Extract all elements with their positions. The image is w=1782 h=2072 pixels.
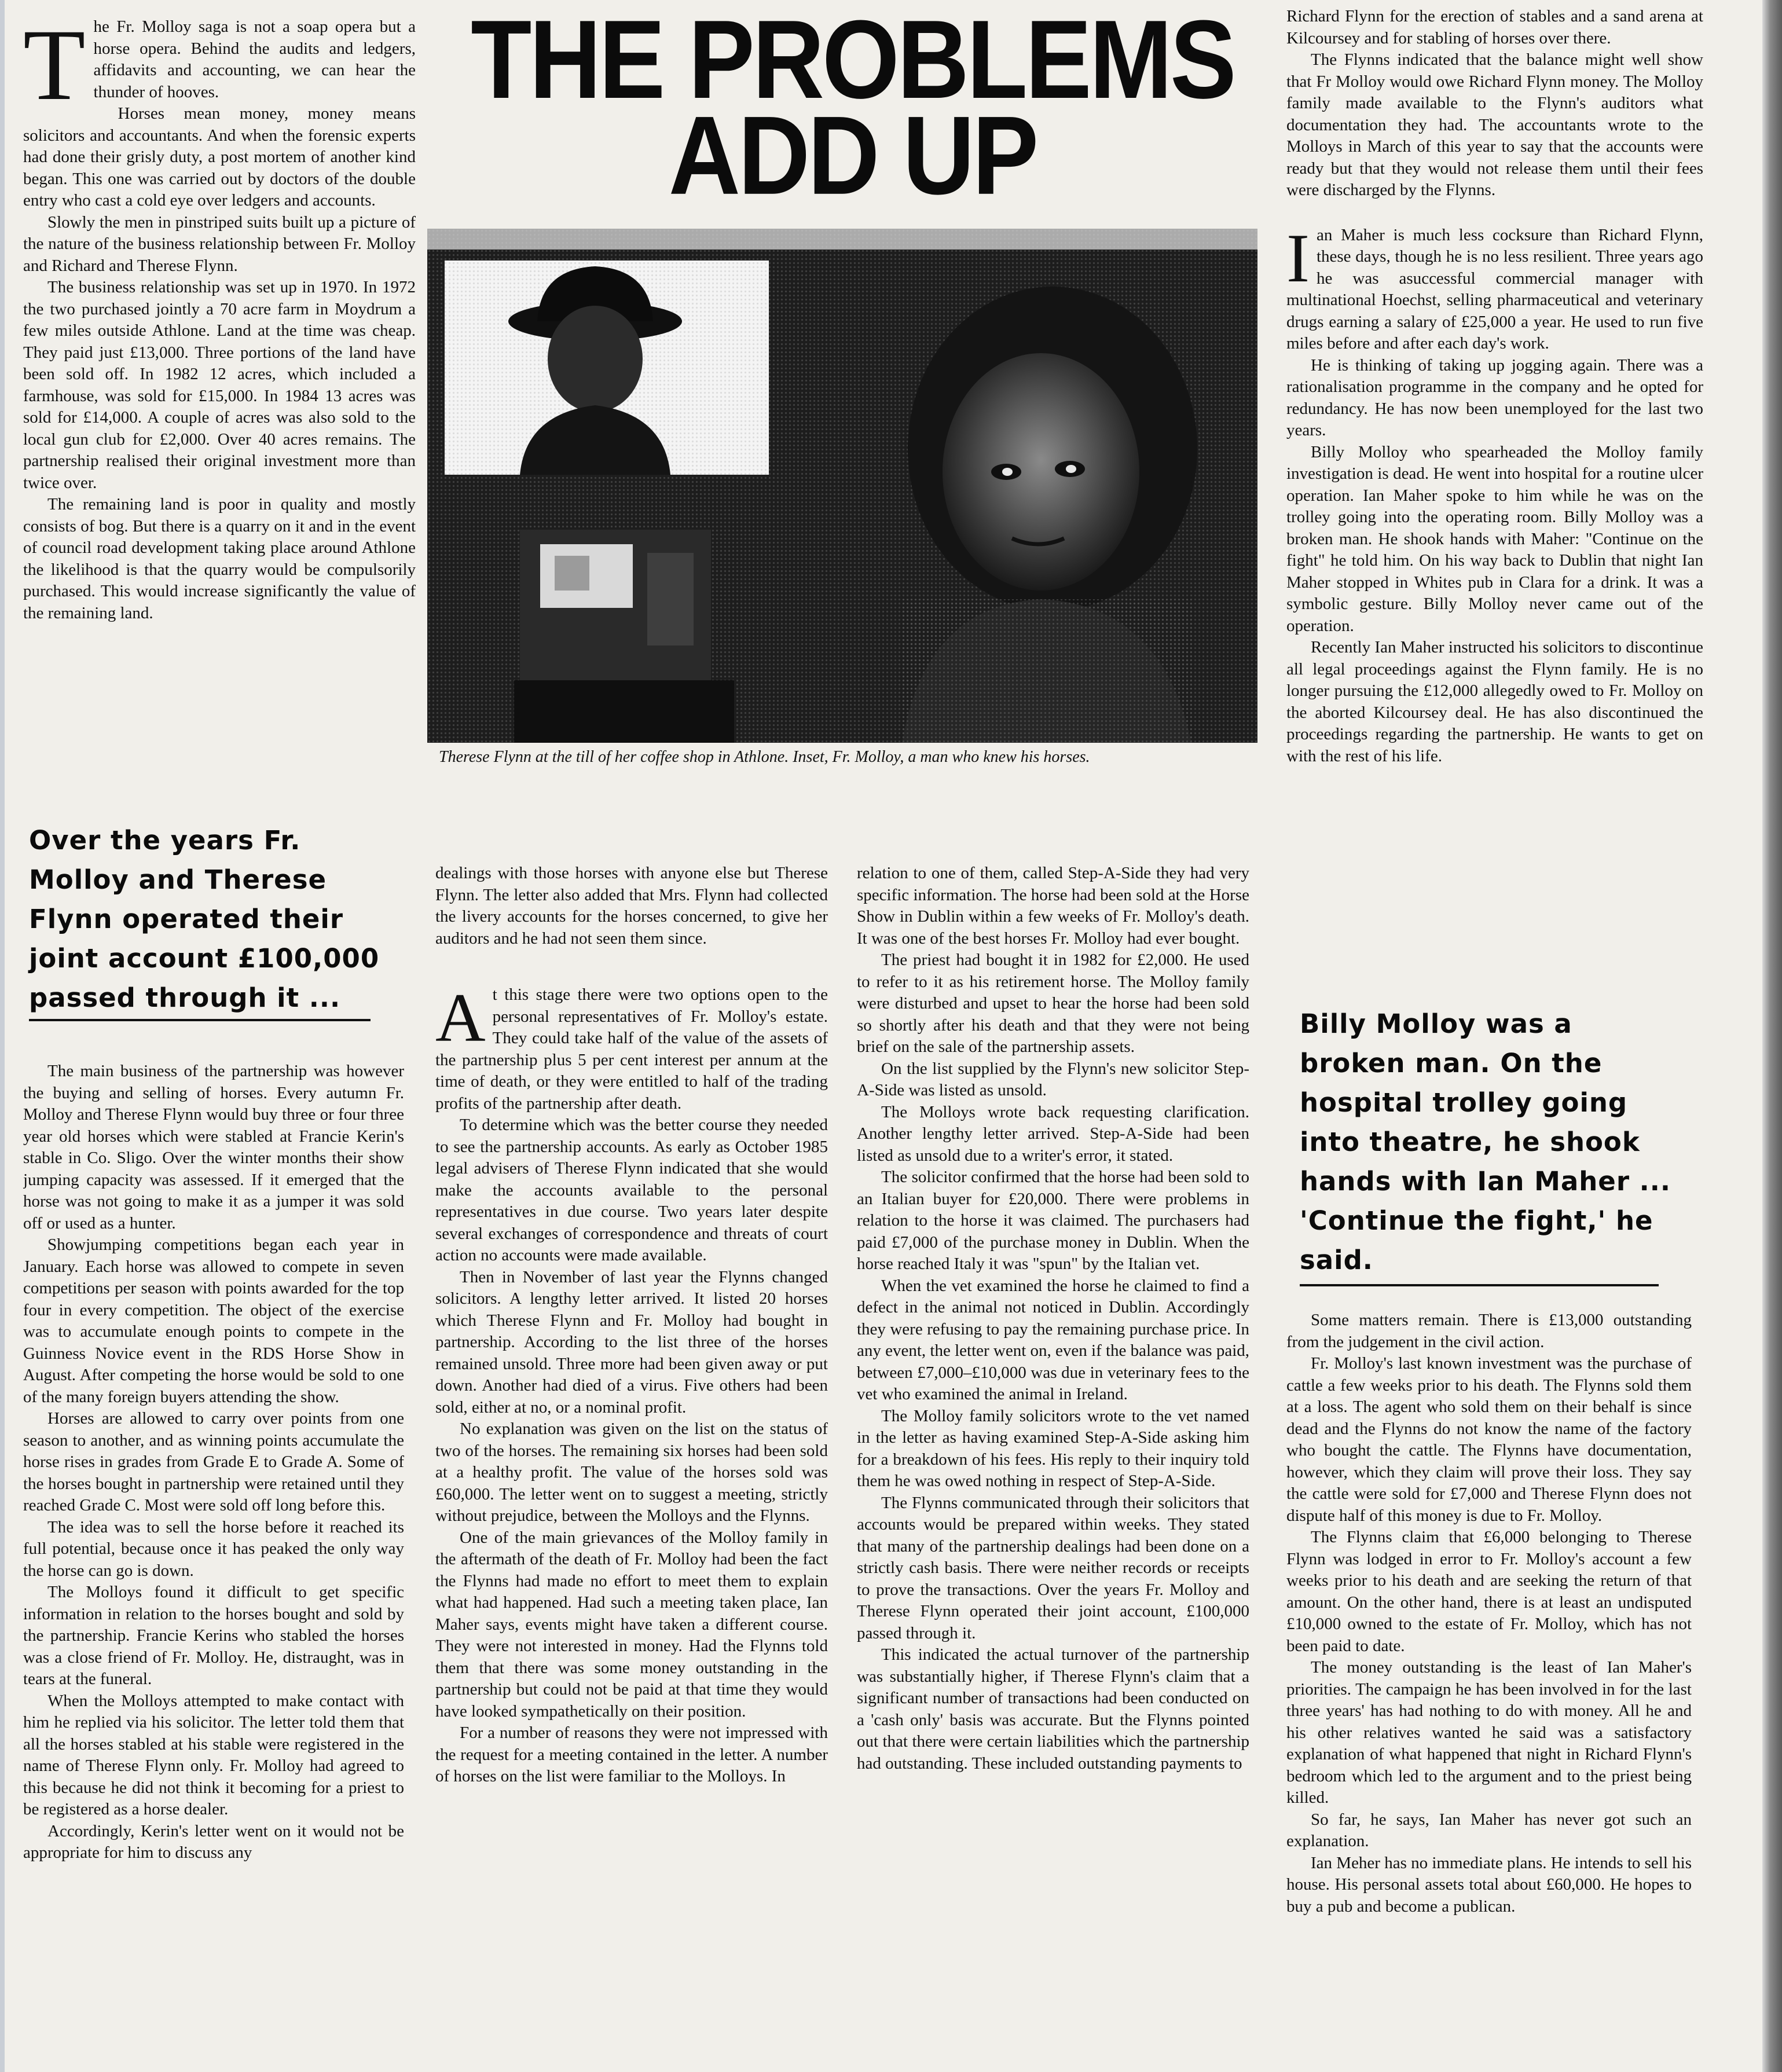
paragraph: The Flynns claim that £6,000 belonging to Therese Flynn was lodged in error to Fr. Molloy's account a few weeks prior to his death and are seeking the return of that amount. On the other hand, there is at least an undisputed £10,000 owned to the estate of Fr. Molloy, which has not been paid to date. (1286, 1528, 1692, 1655)
column-4 (1286, 6, 1703, 996)
paragraph: This indicated the actual turnover of the partnership was substantially higher, if Therese Flynn's claim that a significant number of transactions had been conducted on a 'cash only' basis was accurate. But the Flynns pointed out that there were certain liabilities which the partnership had outstanding. These included outstanding payments to (857, 1645, 1249, 1773)
paragraph: relation to one of them, called Step-A-Side they had very specific information. The horse had been sold at the Horse Show in Dublin within a few weeks of Fr. Molloy's death. It was one of the best horses Fr. Molloy had ever bought. (857, 864, 1249, 948)
headline-line-2: ADD UP (668, 93, 1037, 218)
paragraph: The Molloys wrote back requesting clarification. Another lengthy letter arrived. Step-A-Side had been listed as unsold due to a writer's error, it stated. (857, 1102, 1249, 1165)
pull-quote-1: Over the years Fr. Molloy and Therese Flynn operated their joint account £100,000 passed through it ... (29, 825, 380, 1013)
paragraph: t this stage there were two options open to the personal representatives of Fr. Molloy's estate. They could take half of the value of the assets of the partnership plus 5 per cent interest per annum at the time of death, or they were entitled to half of the trading profits of the partnership after death. (435, 985, 828, 1113)
inset-portrait-fr-molloy (445, 261, 769, 475)
paragraph: The business relationship was set up in 1970. In 1972 the two purchased jointly a 70 acre farm in Moydrum a few miles outside Athlone. Land at the time was cheap. They paid just £13,000. Three portions of the land have been sold off. In 1982 12 acres, which included a farmhouse, was sold for £15,000. In 1984 13 acres was sold for £14,000. A couple of acres was also sold to the local gun club for £2,000. Over 40 acres remains. The partnership realised their original investment more than twice over. (23, 278, 416, 492)
paragraph: Accordingly, Kerin's letter went on it would not be appropriate for him to discuss any (23, 1821, 404, 1862)
pull-quote-rule (1300, 1284, 1659, 1286)
paragraph: He is thinking of taking up jogging again. There was a rationalisation programme in the company and he opted for redundancy. He has now been unemployed for the last two years. (1286, 355, 1703, 439)
paragraph: The priest had bought it in 1982 for £2,000. He used to refer to it as his retirement horse. The Molloy family were disturbed and upset to hear the horse had been sold so shortly after his death and that they were not being brief on the sale of the partnership assets. (857, 951, 1249, 1056)
headline (440, 0, 1265, 218)
paragraph: Fr. Molloy's last known investment was the purchase of cattle a few weeks prior to his death. The Flynns sold them at a loss. The agent who sold them on their behalf is since dead and the Flynns do not know the name of the factory who bought the cattle. The Flynns have documentation, however, which they claim will prove their loss. They say the cattle were sold for £7,000 and Therese Flynn does not dispute half of this money is due to Fr. Molloy. (1286, 1354, 1692, 1525)
paragraph: When the Molloys attempted to make contact with him he replied via his solicitor. The letter told them that all the horses stabled at his stable were registered in the name of Therese Flynn only. Fr. Molloy had agreed to this because he did not think it becoming for a priest to be registered as a horse dealer. (23, 1691, 404, 1818)
paragraph: The Flynns indicated that the balance might well show that Fr Molloy would owe Richard Flynn money. The Molloy family made available to the Flynn's auditors what documentation they had. The accountants wrote to the Molloys in March of this year to say that the accounts were ready but that they would not release them until their fees were discharged by the Flynns. (1286, 50, 1703, 199)
section-gap (435, 949, 828, 984)
paragraph: Billy Molloy who spearheaded the Molloy family investigation is dead. He went into hospital for a routine ulcer operation. Ian Maher spoke to him while he was on the trolley going into the operating room. Billy Molloy was a broken man. He shook hands with Maher: "Continue on the fight" he told him. On his way back to Dublin that night Ian Maher stopped in Whites pub in Clara for a drink. It was a symbolic gesture. Billy Molloy never came out of the operation. (1286, 442, 1703, 635)
paragraph: So far, he says, Ian Maher has never got such an explanation. (1286, 1810, 1692, 1850)
paragraph: an Maher is much less cocksure than Richard Flynn, these days, though he is no less resilient. Three years ago he was asuccessful commercial manager with multinational Hoechst, selling pharmaceutical and veterinary drugs earning a salary of £25,000 a year. He used to run five miles before and after each day's work. (1286, 225, 1703, 353)
headline-line-1: THE PROBLEMS (471, 0, 1234, 122)
column-2 (435, 863, 828, 2068)
scanner-edge-left (0, 0, 5, 2072)
screen-edge-right (1762, 0, 1782, 2072)
paragraph: Some matters remain. There is £13,000 outstanding from the judgement in the civil action. (1286, 1311, 1692, 1351)
paragraph: The remaining land is poor in quality and mostly consists of bog. But there is a quarry on it and in the event of council road development taking place around Athlone the likelihood is that the quarry would be compulsorily purchased. This would increase significantly the value of the remaining land. (23, 495, 416, 622)
section-gap (1286, 201, 1703, 225)
drop-cap: I (1286, 219, 1310, 296)
paragraph: Recently Ian Maher instructed his solicitors to discontinue all legal proceedings against the Flynn family. He is no longer pursuing the £12,000 allegedly owed to Fr. Molloy on the aborted Kilcoursey deal. He has also discontinued the proceedings regarding the partnership. He wants to get on with the rest of his life. (1286, 638, 1703, 765)
paragraph: One of the main grievances of the Molloy family in the aftermath of the death of Fr. Molloy had been the fact the Flynns had made no effort to meet them to explain what had happened. Had such a meeting taken place, Ian Maher says, events might have taken a different course. They were not interested in money. Had the Flynns told them that there was some money outstanding in the partnership but could not be paid at that time they would have looked sympathetically on their position. (435, 1528, 828, 1721)
drop-cap: A (435, 979, 486, 1056)
paragraph: Showjumping competitions began each year in January. Each horse was allowed to compete in seven competitions per season with points awarded for the top four in every competition. The object of the exercise was to accumulate enough points to compete in the Guinness Novice event in the RDS Horse Show in August. After competing the horse would be sold to one of the many foreign buyers attending the show. (23, 1235, 404, 1406)
till-machine (514, 530, 734, 743)
paragraph: The idea was to sell the horse before it reached its full potential, because once it has peaked the only way the horse can go is down. (23, 1517, 404, 1580)
column-3 (857, 863, 1249, 2068)
paragraph: The solicitor confirmed that the horse had been sold to an Italian buyer for £20,000. There were problems in relation to the horse it was claimed. The purchasers had paid £7,000 of the purchase money in Dublin. When the horse reached Italy it was "spun" by the Italian vet. (857, 1168, 1249, 1273)
photo-therese-flynn (427, 229, 1257, 743)
column-1-horses (23, 1061, 404, 2068)
paragraph: Horses are allowed to carry over points from one season to another, and as winning points accumulate the horse rises in grades from Grade E to Grade A. Some of the horses bought in partnership were retained until they reached Grade C. Most were sold off long before this. (23, 1409, 404, 1514)
drop-cap: T (23, 16, 86, 122)
paragraph: To determine which was the better course they needed to see the partnership accounts. As early as October 1985 legal advisers of Therese Flynn indicated that she would make the accounts available to the personal representatives in due course. Two years later despite several exchanges of correspondence and threats of court action no accounts were made available. (435, 1116, 828, 1264)
paragraph: No explanation was given on the list on the status of two of the horses. The remaining six horses had been sold at a healthy profit. The value of the horses sold was £60,000. The letter went on to suggest a meeting, strictly without prejudice, between the Molloys and the Flynns. (435, 1420, 828, 1525)
paragraph: Richard Flynn for the erection of stables and a sand arena at Kilcoursey and for stabling of horses over there. (1286, 7, 1703, 47)
paragraph: Ian Meher has no immediate plans. He intends to sell his house. His personal assets total about £60,000. He hopes to buy a pub and become a publican. (1286, 1853, 1692, 1916)
column-1-intro (23, 16, 416, 815)
photo-caption: Therese Flynn at the till of her coffee shop in Athlone. Inset, Fr. Molloy, a man who knew his horses. (439, 748, 1090, 766)
paragraph: The main business of the partnership was however the buying and selling of horses. Every autumn Fr. Molloy and Therese Flynn would buy three or four three year old horses which were stabled at Francie Kerin's stable in Co. Sligo. Over the winter months their show jumping capacity was assessed. If it emerged that the horse was not going to make it as a jumper it was sold off or used as a hunter. (23, 1062, 404, 1233)
paragraph: When the vet examined the horse he claimed to find a defect in the animal not noticed in Dublin. Accordingly they were refusing to pay the remaining purchase price. In any event, the letter went on, even if the balance was paid, between £7,000–£10,000 was due in veterinary fees to the vet who examined the animal in Ireland. (857, 1276, 1249, 1403)
portrait-therese-flynn (902, 287, 1197, 743)
paragraph: The Molloy family solicitors wrote to the vet named in the letter as having examined Step-A-Side asking him for a breakdown of his fees. His reply to their inquiry told them he was owed nothing in respect of Step-A-Side. (857, 1406, 1249, 1490)
paragraph: The money outstanding is the least of Ian Maher's priorities. The campaign he has been involved in for the last three years' has had nothing to do with money. All he and his other relatives wanted he said was a satisfactory explanation of what happened that night in Richard Flynn's bedroom which led to the argument and to the priest being killed. (1286, 1658, 1692, 1807)
pull-quote-2: Billy Molloy was a broken man. On the hospital trolley going into theatre, he shook hands with Ian Maher ... 'Continue the fight,' he said. (1300, 1009, 1671, 1275)
paragraph: he Fr. Molloy saga is not a soap opera but a horse opera. Behind the audits and ledgers, affidavits and accounting, we can hear the thunder of hooves. (93, 17, 416, 101)
pull-quote-rule (29, 1019, 371, 1021)
paragraph: The Molloys found it difficult to get specific information in relation to the horses bought and sold by the partnership. Francie Kerins who stabled the horses was a close friend of Fr. Molloy. He, distraught, was in tears at the funeral. (23, 1583, 404, 1688)
paragraph: Slowly the men in pinstriped suits built up a picture of the nature of the business relationship between Fr. Molloy and Richard and Therese Flynn. (23, 212, 416, 275)
paragraph: dealings with those horses with anyone else but Therese Flynn. The letter also added that Mrs. Flynn had collected the livery accounts for the horses concerned, to give her auditors and he had not seen them since. (435, 864, 828, 948)
halftone-photo (427, 229, 1257, 743)
paragraph: Horses mean money, money means solicitors and accountants. And when the forensic experts had done their grisly duty, a post mortem of another kind began. This one was carried out by doctors of the double entry who cast a cold eye over ledgers and accounts. (23, 104, 416, 210)
column-4-conclusion (1286, 1310, 1692, 2068)
paragraph: For a number of reasons they were not impressed with the request for a meeting contained in the letter. A number of horses on the list were familiar to the Molloys. In (435, 1723, 828, 1785)
paragraph: The Flynns communicated through their solicitors that accounts would be prepared within weeks. They stated that many of the partnership dealings had been done on a strictly cash basis. There were neither records or receipts to prove the transactions. Over the years Fr. Molloy and Therese Flynn operated their joint account, £100,000 passed through it. (857, 1493, 1249, 1642)
paragraph: On the list supplied by the Flynn's new solicitor Step-A-Side was listed as unsold. (857, 1059, 1249, 1099)
paragraph: Then in November of last year the Flynns changed solicitors. A lengthy letter arrived. It listed 20 horses which Therese Flynn and Fr. Molloy had bought in partnership. According to the list three of the horses remained unsold. Three more had been given away or put down. Another had died of a virus. Five others had been sold, either at no, or a nominal profit. (435, 1267, 828, 1417)
